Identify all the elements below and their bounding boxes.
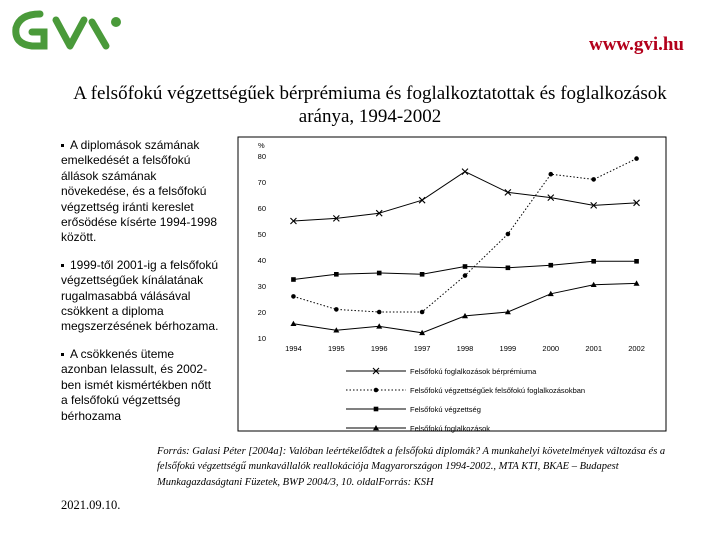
- series-line: [293, 172, 636, 221]
- bullet-list: [61, 138, 221, 436]
- series-line: [293, 283, 636, 332]
- legend-label: Felsőfokú foglalkozások: [410, 424, 491, 433]
- bullet-item: [61, 347, 221, 424]
- data-point: [291, 277, 296, 282]
- bullet-item: [61, 138, 221, 246]
- slide-title: A felsőfokú végzettségűek bérprémiuma és foglalkoztatottak és foglalkozások aránya, 1994-2002: [73, 83, 667, 127]
- x-tick-label: 1999: [499, 344, 517, 353]
- line-chart: [228, 133, 668, 435]
- source-citation: Forrás: Galasi Péter [2004a]: Valóban leértékelődtek a felsőfokú diplomák? A munkahelyi követelmények változása és a felsőfokú végzettségű munkavállalók reallokációja Magyarországon 1994-2002., MTA KTI, BKAE – Budapest Munkagazdaságtani Füzetek, BWP 2004/3, 10. oldalForrás: KSH: [157, 446, 666, 488]
- x-tick-label: 2002: [628, 344, 645, 353]
- data-point: [463, 273, 468, 278]
- bullet-dot: [61, 144, 64, 147]
- data-point: [419, 197, 425, 203]
- data-point: [377, 271, 382, 276]
- y-tick-label: 30: [257, 282, 266, 291]
- legend-label: Felsőfokú végzettségűek felsőfokú foglalkozásokban: [410, 386, 586, 395]
- bullet-text: A diplomások számának emelkedését a felsőfokú állások számának növekedése, és a felsőfokú végzettség iránti kereslet erősödése kísérte 1994-1998 között.: [61, 138, 218, 245]
- chart-canvas: [228, 133, 668, 435]
- x-tick-label: 1995: [327, 344, 345, 353]
- y-tick-label: 50: [257, 230, 266, 239]
- legend-label: Felsőfokú végzettség: [410, 405, 481, 414]
- y-axis-label: %: [258, 141, 265, 150]
- x-tick-label: 1997: [413, 344, 431, 353]
- gvi-logo-graphic: [10, 8, 128, 56]
- data-point: [634, 259, 639, 264]
- data-point: [291, 294, 296, 299]
- series-line: [293, 159, 636, 312]
- bullet-dot: [61, 264, 64, 267]
- data-point: [420, 272, 425, 277]
- data-point: [634, 156, 639, 161]
- y-tick-label: 40: [257, 256, 266, 265]
- data-point: [591, 177, 596, 182]
- data-point: [462, 169, 468, 175]
- data-point: [334, 307, 339, 312]
- data-point: [548, 263, 553, 268]
- y-tick-label: 80: [257, 152, 266, 161]
- x-tick-label: 1996: [370, 344, 388, 353]
- data-point: [376, 323, 382, 328]
- bullet-text: A csökkenés üteme azonban lelassult, és 2002-ben ismét kismértékben nőtt a felsőfokú végzettség bérhozama: [61, 346, 212, 423]
- data-point: [548, 172, 553, 177]
- slide-date: 2021.09.10.: [61, 498, 121, 512]
- y-tick-label: 60: [257, 204, 266, 213]
- site-url[interactable]: www.gvi.hu: [588, 34, 684, 55]
- bullet-text: 1999-től 2001-ig a felsőfokú végzettségűek kínálatának rugalmasabbá válásával csökkent a diploma megszerzésének bérhozama.: [61, 257, 219, 334]
- x-tick-label: 1998: [456, 344, 474, 353]
- y-tick-label: 70: [257, 178, 266, 187]
- x-tick-label: 2001: [585, 344, 603, 353]
- data-point: [506, 232, 511, 237]
- data-point: [506, 266, 511, 271]
- legend-label: Felsőfokú foglalkozások bérprémiuma: [410, 367, 537, 376]
- data-point: [334, 272, 339, 277]
- gvi-logo: [10, 8, 128, 56]
- bullet-item: [61, 258, 221, 335]
- x-tick-label: 2000: [542, 344, 560, 353]
- data-point: [463, 264, 468, 269]
- y-tick-label: 10: [257, 334, 266, 343]
- x-tick-label: 1994: [285, 344, 302, 353]
- data-point: [377, 310, 382, 315]
- legend-marker: [374, 407, 379, 412]
- data-point: [420, 310, 425, 315]
- data-point: [290, 321, 296, 326]
- data-point: [591, 259, 596, 264]
- legend-marker: [374, 388, 379, 393]
- y-tick-label: 20: [257, 308, 266, 317]
- bullet-dot: [61, 353, 64, 356]
